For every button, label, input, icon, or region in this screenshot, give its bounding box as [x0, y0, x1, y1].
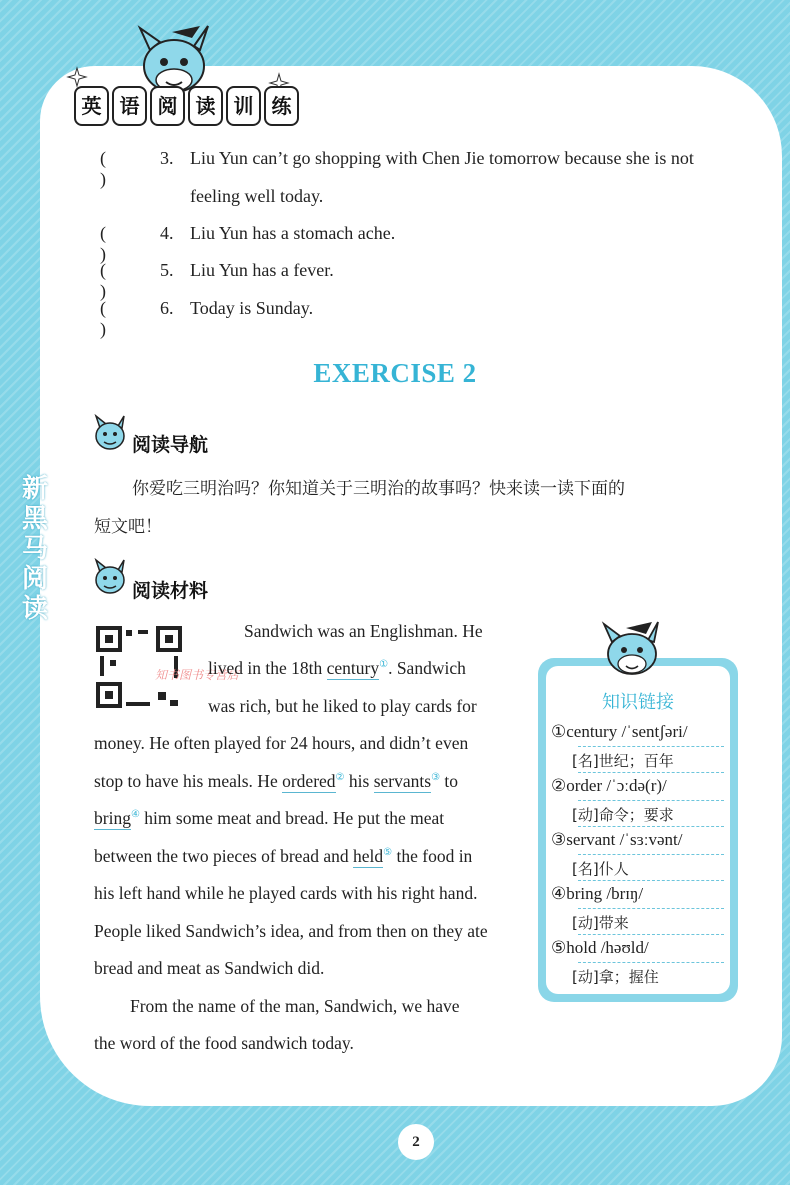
- footnote-mark: ②: [335, 772, 345, 784]
- passage-line: [94, 808, 444, 829]
- guide-text: 你爱吃三明治吗？你知道关于三明治的故事吗？快来读一读下面的: [132, 479, 625, 499]
- passage-line: money. He often played for 24 hours, and didn’t even: [94, 733, 469, 753]
- answer-blank[interactable]: ( ): [100, 148, 106, 189]
- watermark: 知书图书专营店: [155, 668, 240, 682]
- footnote-mark: ⑤: [383, 847, 393, 859]
- dashed-divider: [578, 934, 724, 935]
- vocab-word-servants: servants: [373, 771, 432, 791]
- vocab-meaning: [动]命令；要求: [572, 806, 674, 824]
- title-char: 训: [226, 86, 261, 126]
- passage-text: to: [440, 771, 459, 791]
- passage-line: From the name of the man, Sandwich, we have: [130, 996, 460, 1016]
- vocab-word-bring: bring: [94, 808, 131, 828]
- question-text: feeling well today.: [190, 186, 324, 206]
- mascot-graduate-icon: [596, 618, 666, 678]
- book-title: [74, 86, 299, 128]
- vocab-word-held: held: [353, 846, 384, 866]
- passage-line: was rich, but he liked to play cards for: [208, 696, 477, 716]
- dashed-divider: [578, 800, 724, 801]
- question-number: 3.: [160, 148, 174, 168]
- dashed-divider: [578, 962, 724, 963]
- passage-text: the food in: [392, 846, 473, 866]
- footnote-mark: ④: [130, 809, 140, 821]
- dashed-divider: [578, 908, 724, 909]
- knowledge-box: [538, 658, 738, 1002]
- passage-text: between the two pieces of bread and: [94, 846, 353, 866]
- vocab-entry: ④bring /brɪŋ/: [551, 884, 644, 903]
- vocab-entry: ②order /ˈɔːdə(r)/: [551, 776, 667, 795]
- question-text: Liu Yun can’t go shopping with Chen Jie tomorrow because she is not: [190, 148, 694, 168]
- question-text: Liu Yun has a fever.: [190, 260, 334, 280]
- mascot-small-icon: [92, 414, 128, 452]
- passage-line: his left hand while he played cards with his right hand.: [94, 883, 478, 903]
- dashed-divider: [578, 772, 724, 773]
- question-number: 5.: [160, 260, 174, 280]
- title-char: 语: [112, 86, 147, 126]
- dashed-divider: [578, 826, 724, 827]
- footnote-mark: ①: [379, 659, 389, 671]
- answer-blank[interactable]: ( ): [100, 223, 106, 264]
- section-heading-guide: 阅读导航: [132, 434, 209, 456]
- title-char: 练: [264, 86, 299, 126]
- footnote-mark: ③: [431, 772, 441, 784]
- passage-line: [94, 846, 472, 867]
- vocab-word-century: century: [326, 658, 380, 678]
- question-text: Liu Yun has a stomach ache.: [190, 223, 396, 243]
- title-char: 英: [74, 86, 109, 126]
- dashed-divider: [578, 854, 724, 855]
- knowledge-title: 知识链接: [602, 692, 674, 713]
- star-icon: [66, 66, 88, 88]
- answer-blank[interactable]: ( ): [100, 260, 106, 301]
- section-heading-material: 阅读材料: [132, 580, 209, 602]
- passage-line: bread and meat as Sandwich did.: [94, 958, 325, 978]
- page-number: 2: [398, 1124, 434, 1160]
- passage-text: his: [344, 771, 374, 791]
- question-number: 6.: [160, 298, 174, 318]
- passage-line: People liked Sandwich’s idea, and from then on they ate: [94, 921, 488, 941]
- answer-blank[interactable]: ( ): [100, 298, 106, 339]
- passage-line: the word of the food sandwich today.: [94, 1033, 354, 1053]
- exercise-title: EXERCISE 2: [313, 358, 477, 388]
- vocab-word-ordered: ordered: [282, 771, 336, 791]
- vocab-entry: ⑤hold /həʊld/: [551, 938, 649, 957]
- guide-text: 短文吧！: [94, 517, 162, 537]
- mascot-small-icon: [92, 558, 128, 596]
- passage-line: Sandwich was an Englishman. He: [244, 621, 483, 641]
- passage-text: stop to have his meals. He: [94, 771, 283, 791]
- knowledge-box-inner: [546, 666, 730, 994]
- vocab-meaning: [动]带来: [572, 914, 629, 932]
- vocab-meaning: [名]世纪；百年: [572, 752, 674, 770]
- passage-line: [208, 658, 466, 679]
- passage-text: lived in the 18th: [208, 658, 327, 678]
- title-char: 阅: [150, 86, 185, 126]
- passage-text: him some meat and bread. He put the meat: [139, 808, 445, 828]
- passage-line: [94, 771, 458, 792]
- passage-text: . Sandwich: [388, 658, 466, 678]
- vocab-meaning: [名]仆人: [572, 860, 629, 878]
- vocab-entry: ①century /ˈsentʃəri/: [551, 722, 688, 741]
- vocab-meaning: [动]拿；握住: [572, 968, 659, 986]
- dashed-divider: [578, 880, 724, 881]
- title-char: 读: [188, 86, 223, 126]
- question-text: Today is Sunday.: [190, 298, 314, 318]
- dashed-divider: [578, 746, 724, 747]
- vocab-entry: ③servant /ˈsɜːvənt/: [551, 830, 683, 849]
- series-title: 新黑马阅读: [21, 474, 48, 624]
- question-number: 4.: [160, 223, 174, 243]
